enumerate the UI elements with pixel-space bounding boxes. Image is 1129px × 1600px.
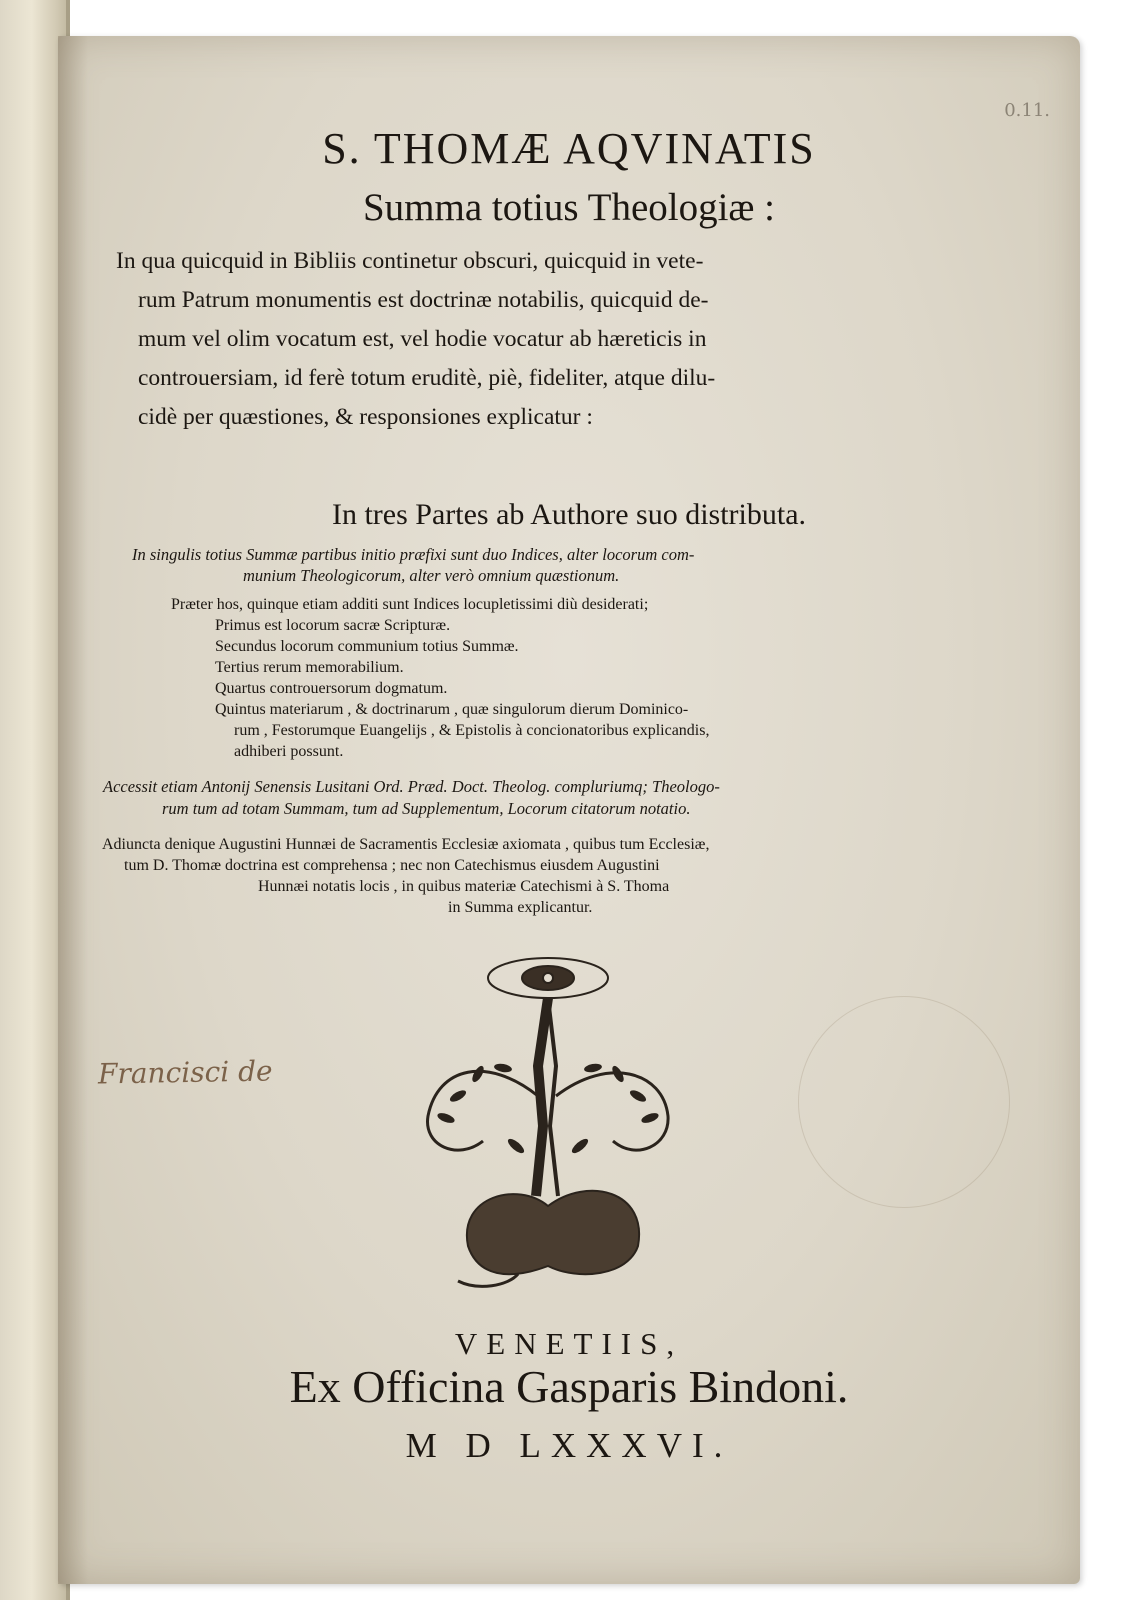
description-line-3: mum vel olim vocatum est, vel hodie vocatur ab hæreticis in — [138, 326, 707, 352]
printers-device-illustration — [398, 946, 698, 1306]
praeter-line-3: Secundus locorum communium totius Summæ. — [215, 638, 519, 655]
adiuncta-line-1: Adiuncta denique Augustini Hunnæi de Sacramentis Ecclesiæ axiomata , quibus tum Ecclesiæ, — [102, 836, 710, 853]
title-line: S. THOMÆ AQVINATIS — [322, 124, 816, 173]
description-line-1: In qua quicquid in Bibliis continetur obscuri, quicquid in vete- — [116, 248, 704, 274]
description-line-4: controuersiam, id ferè totum eruditè, piè, fideliter, atque dilu- — [138, 365, 716, 391]
indices-line-1: In singulis totius Summæ partibus initio præfixi sunt duo Indices, alter locorum com- — [132, 545, 695, 564]
description-line-5: cidè per quæstiones, & responsiones explicatur : — [138, 404, 593, 430]
handwritten-signature: Francisci de — [97, 1054, 273, 1091]
subtitle: Summa totius Theologiæ : — [362, 186, 776, 229]
accessit-line-1: Accessit etiam Antonij Senensis Lusitani Ord. Præd. Doct. Theolog. compluriumq; Theologo- — [103, 777, 720, 796]
title-page — [58, 36, 1080, 1584]
adiuncta-line-4: in Summa explicantur. — [448, 899, 593, 916]
indices-line-2: munium Theologicorum, alter verò omnium quæstionum. — [243, 566, 620, 585]
imprint-city: VENETIIS, — [454, 1326, 684, 1361]
adiuncta-line-2: tum D. Thomæ doctrina est comprehensa ; nec non Catechismus eiusdem Augustini — [124, 857, 660, 874]
imprint-year: M D LXXXVI. — [405, 1426, 733, 1465]
praeter-line-4: Tertius rerum memorabilium. — [215, 659, 404, 676]
corner-pencil-note: 0.11. — [1004, 100, 1050, 121]
partes-line: In tres Partes ab Authore suo distributa. — [331, 498, 807, 531]
adiuncta-line-3: Hunnæi notatis locis , in quibus materiæ Catechismi à S. Thoma — [258, 878, 670, 895]
description-line-2: rum Patrum monumentis est doctrinæ notabilis, quicquid de- — [138, 287, 709, 313]
praeter-line-8: adhiberi possunt. — [234, 743, 344, 760]
praeter-line-1: Præter hos, quinque etiam additi sunt Indices locupletissimi diù desiderati; — [171, 596, 649, 613]
accessit-line-2: rum tum ad totam Summam, tum ad Supplementum, Locorum citatorum notatio. — [162, 799, 691, 818]
imprint-press: Ex Officina Gasparis Bindoni. — [289, 1361, 849, 1412]
praeter-line-5: Quartus controuersorum dogmatum. — [215, 680, 448, 697]
praeter-line-7: rum , Festorumque Euangelijs , & Epistolis à concionatoribus explicandis, — [234, 722, 710, 739]
praeter-line-6: Quintus materiarum , & doctrinarum , quæ singulorum dierum Dominico- — [215, 701, 689, 718]
praeter-line-2: Primus est locorum sacræ Scripturæ. — [215, 617, 451, 634]
paper-stain — [798, 996, 1010, 1208]
